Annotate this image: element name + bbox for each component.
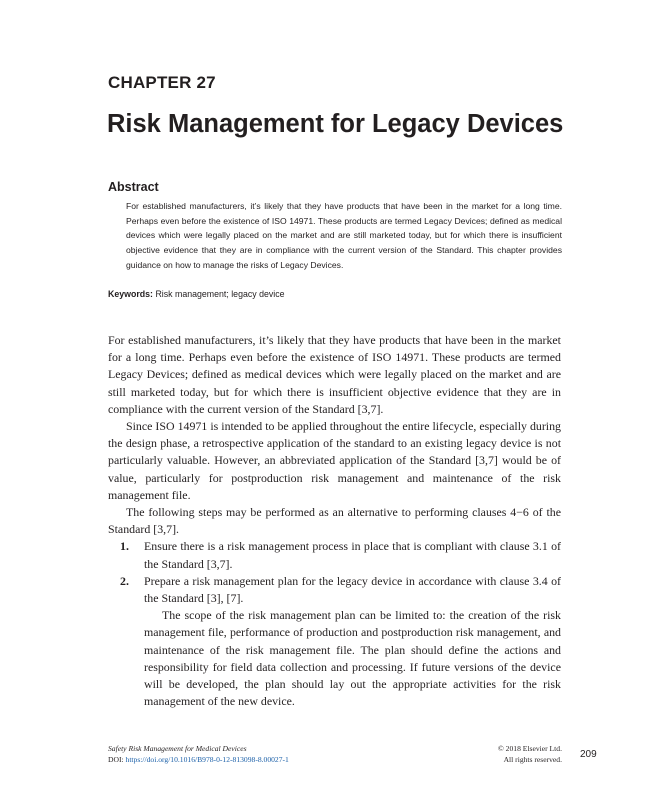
chapter-label: CHAPTER 27 (108, 73, 216, 92)
keywords-line (108, 289, 568, 299)
step-2-text: Prepare a risk management plan for the legacy device in accordance with clause 3.4 of the Standard [3], [7]. (144, 573, 561, 606)
body-text (108, 332, 561, 710)
step-2-number: 2. (120, 573, 129, 588)
steps-list (108, 538, 561, 710)
step-1-number: 1. (120, 539, 129, 554)
step-1-text: Ensure there is a risk management process in place that is compliant with clause 3.1 of the Standard [3,7]. (144, 539, 561, 571)
step-2 (108, 573, 561, 711)
footer-book-title: Safety Risk Management for Medical Devices (108, 744, 247, 753)
body-paragraph-1: For established manufacturers, it’s likely that they have products that have been in the market for a long time. Perhaps even before the existence of ISO 14971. These products are termed Legacy Devices; defined as medical devices which were legally placed on the market and are still marketed today, but for which there is insufficient objective evidence that they are in compliance with the current version of the Standard [3,7]. (108, 333, 561, 416)
page-number: 209 (580, 749, 597, 760)
step-2-detail: The scope of the risk management plan can be limited to: the creation of the risk management file, performance of production and postproduction risk management, and maintenance of the risk management file. The plan should define the actions and responsibility for field data collection and processing. If future versions of the device will be developed, the plan should lay out the appropriate activities for the risk management of the new device. (144, 608, 561, 709)
copyright-text: © 2018 Elsevier Ltd. (498, 744, 562, 753)
footer-citation (108, 743, 289, 765)
abstract-text: For established manufacturers, it’s likely that they have products that have been in the market for a long time. Perhaps even before the existence of ISO 14971. These products are termed Legacy Devices; defined as medical devices which were legally placed on the market and are still marketed today, but for which there is insufficient objective evidence that they are in compliance with the current version of the Standard. This chapter provides guidance on how to manage the risks of Legacy Devices. (126, 201, 562, 270)
keywords-label: Keywords: (108, 289, 153, 299)
abstract-heading: Abstract (108, 180, 159, 194)
body-paragraph-2: Since ISO 14971 is intended to be applied throughout the entire lifecycle, especially during the design phase, a retrospective application of the standard to an existing legacy device is not particularly valuable. However, an abbreviated application of the Standard [3,7] would be of value, particularly for postproduction risk management and maintenance of the risk management file. (108, 419, 561, 502)
chapter-title: Risk Management for Legacy Devices (107, 110, 564, 138)
footer-copyright (470, 743, 562, 765)
rights-text: All rights reserved. (503, 755, 562, 764)
footer-doi-label: DOI: (108, 755, 124, 764)
body-paragraph-3: The following steps may be performed as an alternative to performing clauses 4−6 of the Standard [3,7]. (108, 505, 561, 537)
doi-link[interactable]: https://doi.org/10.1016/B978-0-12-813098-8.00027-1 (125, 755, 289, 764)
keywords-text: Risk management; legacy device (155, 289, 285, 299)
step-1 (108, 538, 561, 572)
